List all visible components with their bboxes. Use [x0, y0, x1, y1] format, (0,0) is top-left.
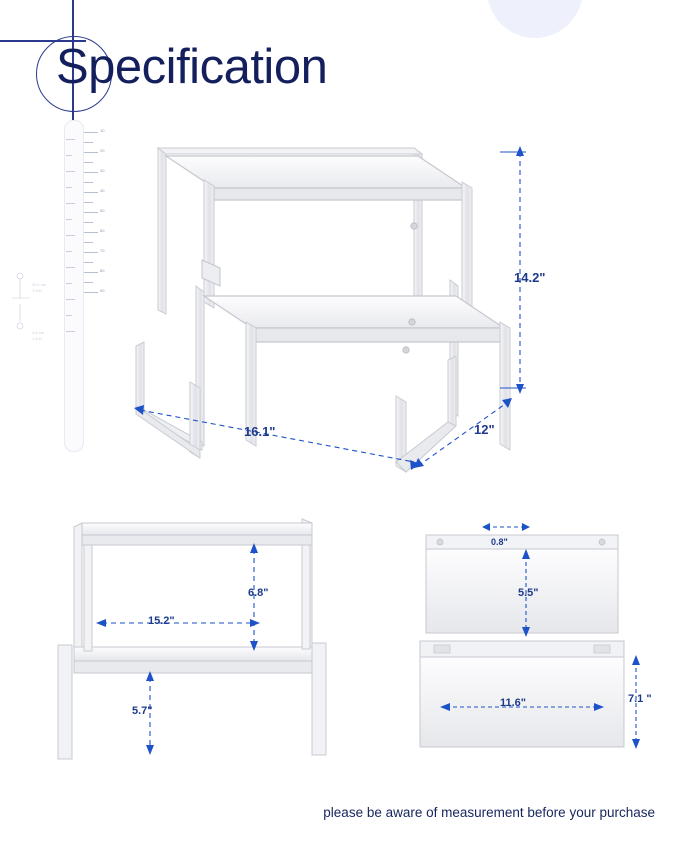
svg-text:4.6 cm: 4.6 cm [32, 330, 45, 335]
section-divider [0, 492, 679, 493]
page-title: Specification [56, 40, 328, 94]
dimension-label-inner-depth: 11.6" [500, 697, 527, 709]
dimension-label-total-depth: 7.1 " [628, 693, 652, 705]
decorative-blueprint-sketch [6, 258, 62, 354]
dimension-label-upper-depth: 5.5" [518, 587, 539, 599]
dimension-label-width: 16.1" [244, 424, 276, 439]
svg-text:20.1 cm: 20.1 cm [32, 282, 47, 287]
front-view-figure [40, 505, 340, 775]
perspective-view-figure [96, 110, 566, 490]
dimension-label-upper-clearance: 6.8" [248, 587, 269, 599]
dimension-label-depth: 12" [474, 422, 495, 437]
dimension-label-inner-width: 15.2" [148, 615, 175, 627]
ruler-graphic [64, 120, 84, 452]
purchase-note: please be aware of measurement before your purchase [323, 805, 655, 820]
svg-text:1.8 in: 1.8 in [32, 336, 42, 341]
top-view-figure [390, 505, 655, 775]
svg-text:7.9 in: 7.9 in [32, 288, 42, 293]
dimension-label-lower-clearance: 5.7" [132, 705, 153, 717]
dimension-label-shelf-lip: 0.8" [491, 537, 508, 547]
decorative-circle-top-right [487, 0, 583, 38]
dimension-label-height: 14.2" [514, 270, 546, 285]
ruler-scale-graphic: 10 20 30 40 50 60 70 80 90 [84, 128, 118, 308]
